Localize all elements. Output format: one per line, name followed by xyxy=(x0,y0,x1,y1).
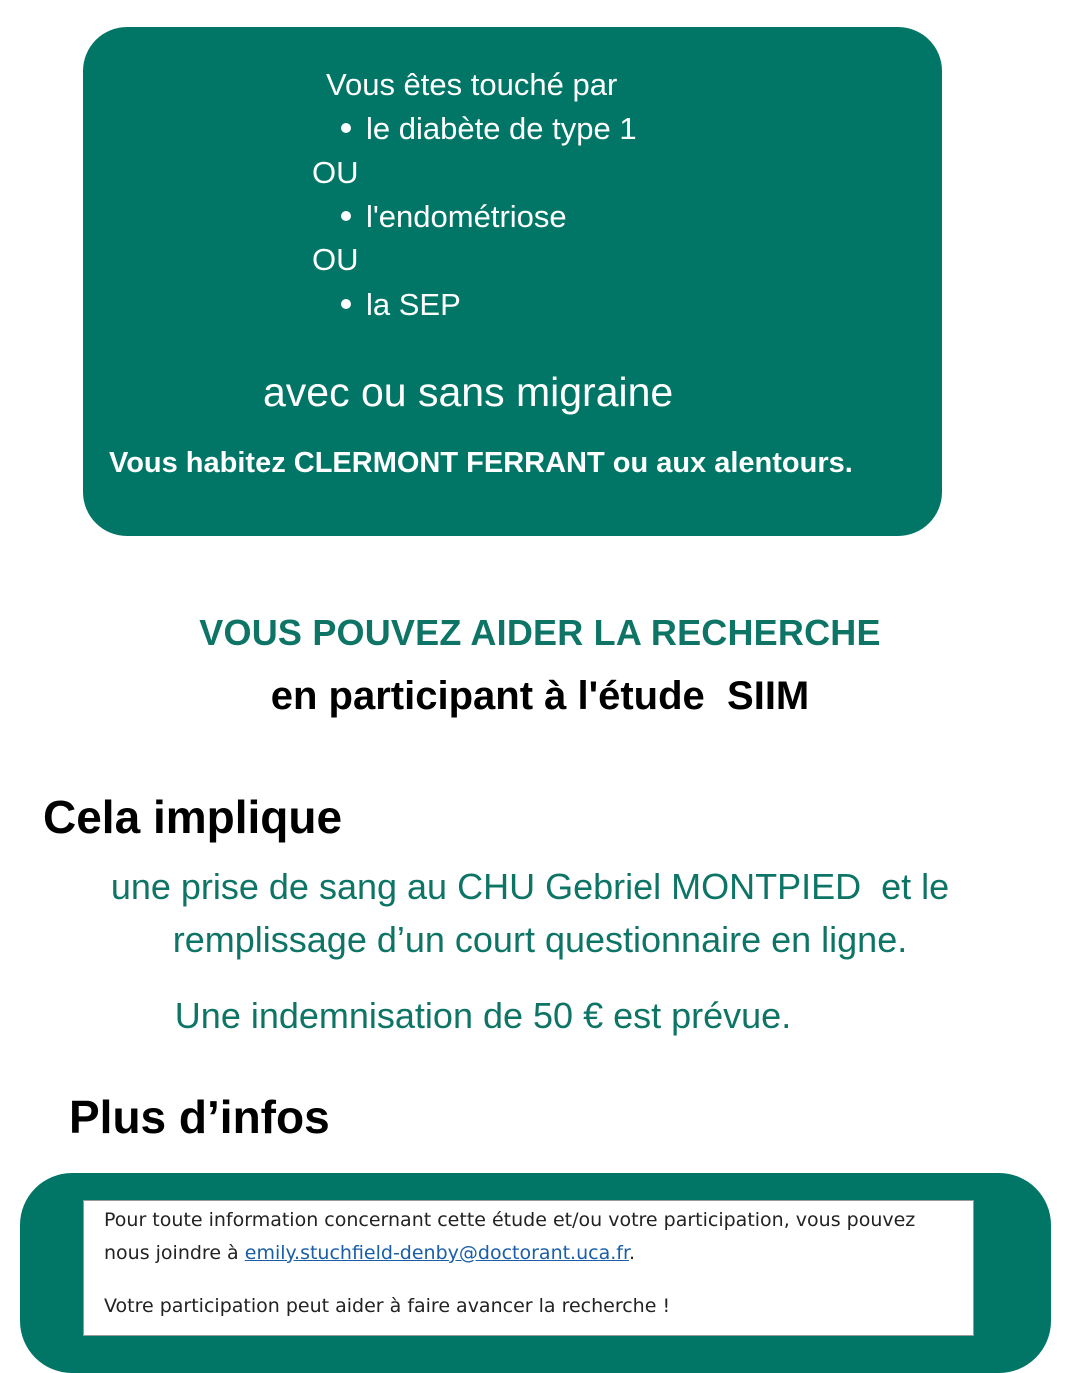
condition-label: le diabète de type 1 xyxy=(366,111,637,146)
bullet-icon xyxy=(341,299,351,309)
bullet-icon xyxy=(341,211,351,221)
implies-line-1: une prise de sang au CHU Gebriel MONTPIED et le xyxy=(110,866,950,907)
compensation-text: Une indemnisation de 50 € est prévue. xyxy=(174,995,792,1036)
info-line-1: Pour toute information concernant cette étude et/ou votre participation, vous pouvez xyxy=(104,1209,916,1231)
migraine-text: avec ou sans migraine xyxy=(263,369,674,415)
location-text: Vous habitez CLERMONT FERRANT ou aux alentours. xyxy=(109,447,853,479)
implies-line-2: remplissage d’un court questionnaire en ligne. xyxy=(172,919,908,960)
condition-label: l'endométriose xyxy=(366,199,567,234)
bullet-icon xyxy=(341,123,351,133)
or-separator: OU xyxy=(312,155,359,190)
or-separator: OU xyxy=(312,242,359,277)
more-info-heading: Plus d’infos xyxy=(69,1091,330,1143)
info-line-2-suffix: . xyxy=(629,1242,636,1264)
condition-item-sep xyxy=(341,287,461,323)
info-line-2-prefix: nous joindre à xyxy=(104,1242,245,1264)
condition-label: la SEP xyxy=(366,287,461,322)
implies-heading: Cela implique xyxy=(43,791,343,843)
intro-text: Vous êtes touché par xyxy=(326,67,618,102)
condition-item-endometriosis xyxy=(341,199,567,235)
info-line-2 xyxy=(104,1242,635,1264)
contact-info-box xyxy=(83,1200,974,1336)
condition-item-diabetes xyxy=(341,111,637,147)
eligibility-card xyxy=(83,27,942,536)
closing-line: Votre participation peut aider à faire avancer la recherche ! xyxy=(104,1295,671,1317)
help-research-title: VOUS POUVEZ AIDER LA RECHERCHE xyxy=(199,612,881,653)
email-link[interactable]: emily.stuchfield-denby@doctorant.uca.fr xyxy=(244,1242,630,1264)
study-line: en participant à l'étude SIIM xyxy=(270,674,810,718)
